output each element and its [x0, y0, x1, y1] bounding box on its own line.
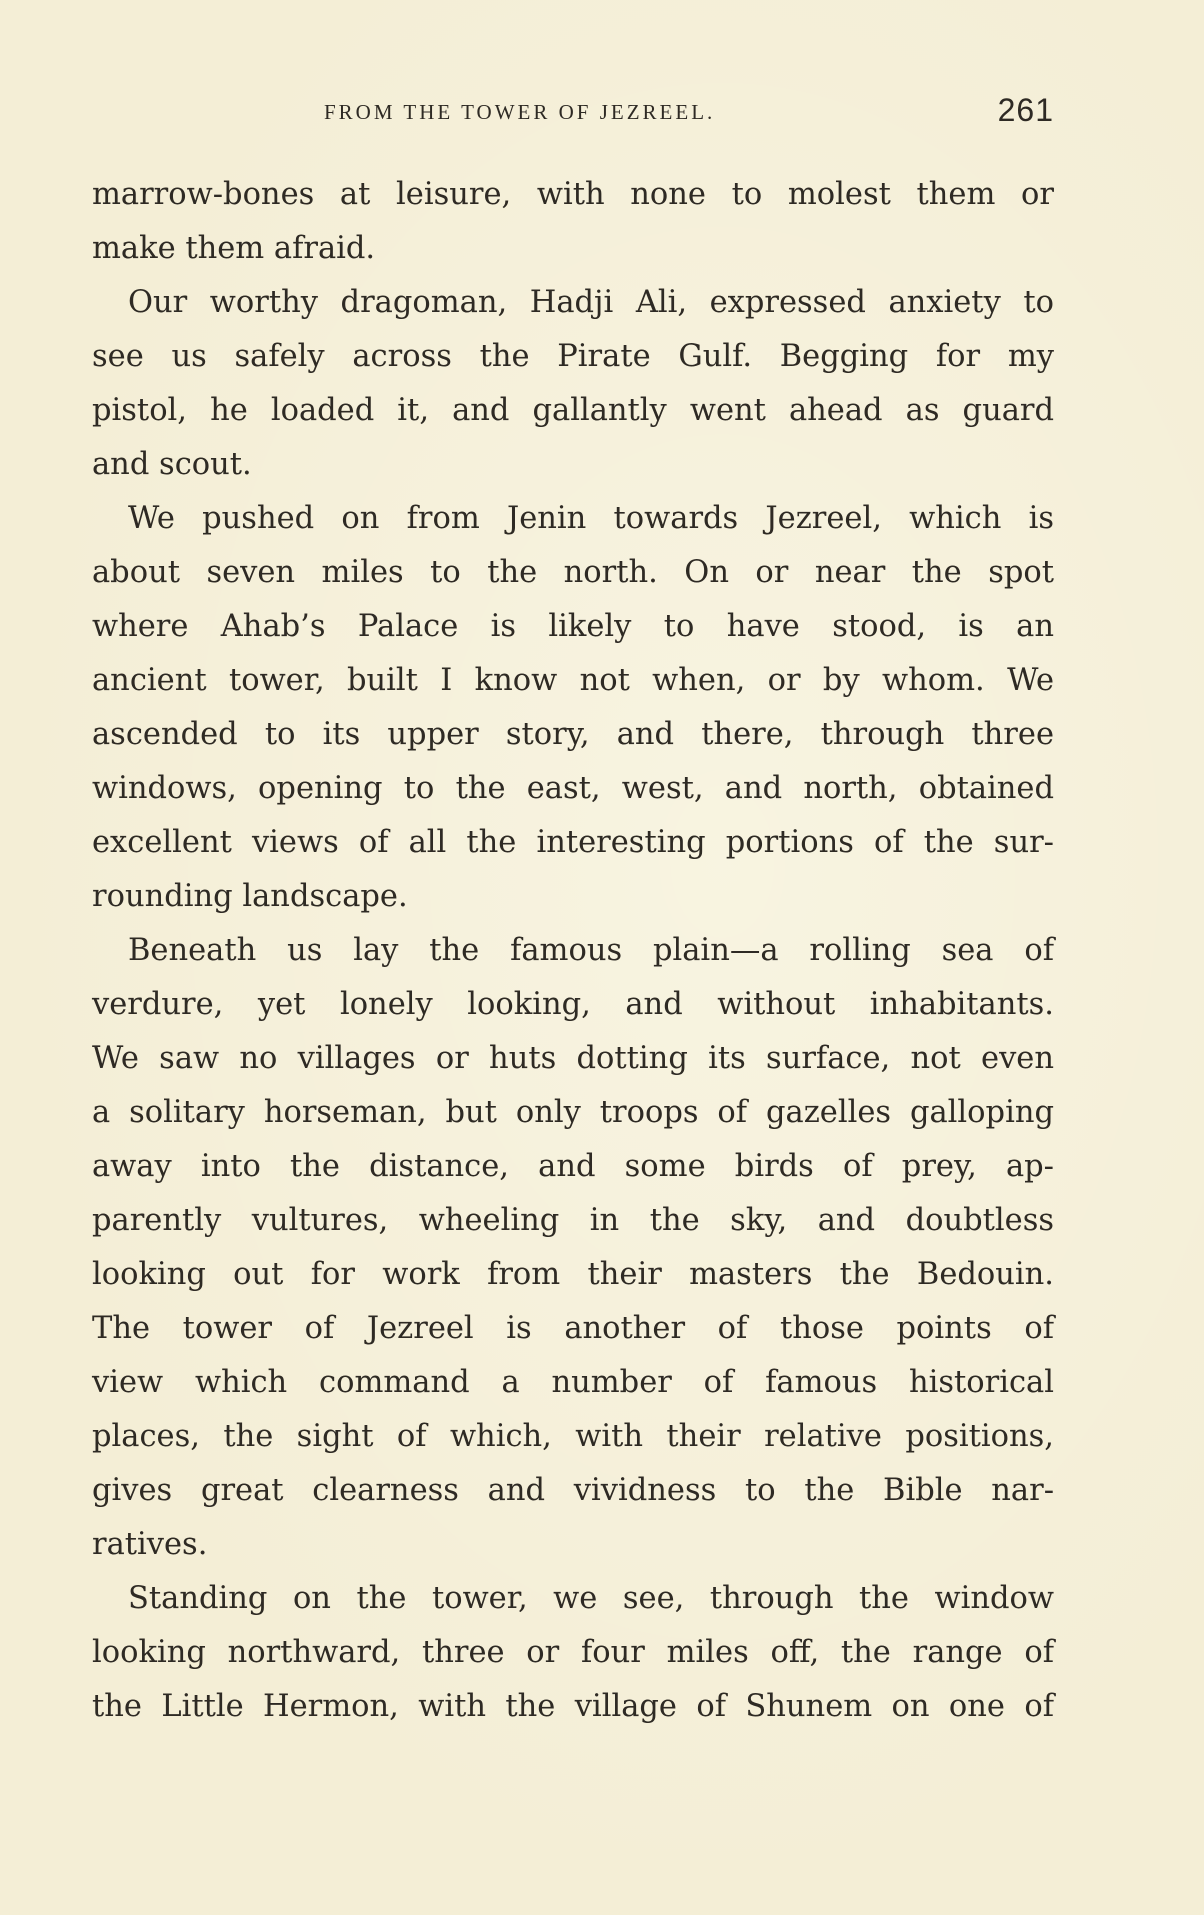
running-head	[92, 92, 1054, 132]
running-title: FROM THE TOWER OF JEZREEL.	[324, 100, 716, 124]
text-line: and scout.	[92, 447, 252, 482]
text-line: pistol, he loaded it, and gallantly went ahead as guard	[92, 393, 1054, 428]
text-line: view which command a number of famous historical	[92, 1365, 1054, 1400]
text-line: verdure, yet lonely looking, and without inhabitants.	[92, 987, 1054, 1022]
text-line: marrow-bones at leisure, with none to molest them or	[92, 177, 1054, 212]
text-line: parently vultures, wheeling in the sky, and doubtless	[92, 1203, 1054, 1238]
text-line: looking northward, three or four miles off, the range of	[92, 1635, 1054, 1670]
text-line: windows, opening to the east, west, and north, obtained	[92, 771, 1054, 806]
body-text	[92, 168, 1054, 1734]
text-line: gives great clearness and vividness to the Bible nar-	[92, 1473, 1054, 1508]
text-line: We saw no villages or huts dotting its surface, not even	[92, 1041, 1054, 1076]
text-line: the Little Hermon, with the village of Shunem on one of	[92, 1689, 1054, 1724]
text-line: excellent views of all the interesting portions of the sur-	[92, 825, 1054, 860]
text-line: The tower of Jezreel is another of those points of	[92, 1311, 1054, 1346]
text-line: places, the sight of which, with their relative positions,	[92, 1419, 1054, 1454]
text-line: Standing on the tower, we see, through the window	[128, 1581, 1054, 1616]
text-line: looking out for work from their masters the Bedouin.	[92, 1257, 1054, 1292]
text-line: ascended to its upper story, and there, through three	[92, 717, 1054, 752]
text-line: rounding landscape.	[92, 879, 408, 914]
text-line: a solitary horseman, but only troops of gazelles galloping	[92, 1095, 1054, 1130]
text-line: away into the distance, and some birds of prey, ap-	[92, 1149, 1054, 1184]
text-line: about seven miles to the north. On or near the spot	[92, 555, 1054, 590]
text-line: We pushed on from Jenin towards Jezreel, which is	[128, 501, 1054, 536]
text-line: ratives.	[92, 1527, 208, 1562]
text-line: Beneath us lay the famous plain—a rolling sea of	[128, 933, 1054, 968]
page-number: 261	[997, 92, 1054, 128]
text-line: see us safely across the Pirate Gulf. Begging for my	[92, 339, 1054, 374]
text-line: where Ahab’s Palace is likely to have stood, is an	[92, 609, 1054, 644]
text-line: ancient tower, built I know not when, or by whom. We	[92, 663, 1054, 698]
text-line: make them afraid.	[92, 231, 376, 266]
text-line: Our worthy dragoman, Hadji Ali, expressed anxiety to	[128, 285, 1054, 320]
